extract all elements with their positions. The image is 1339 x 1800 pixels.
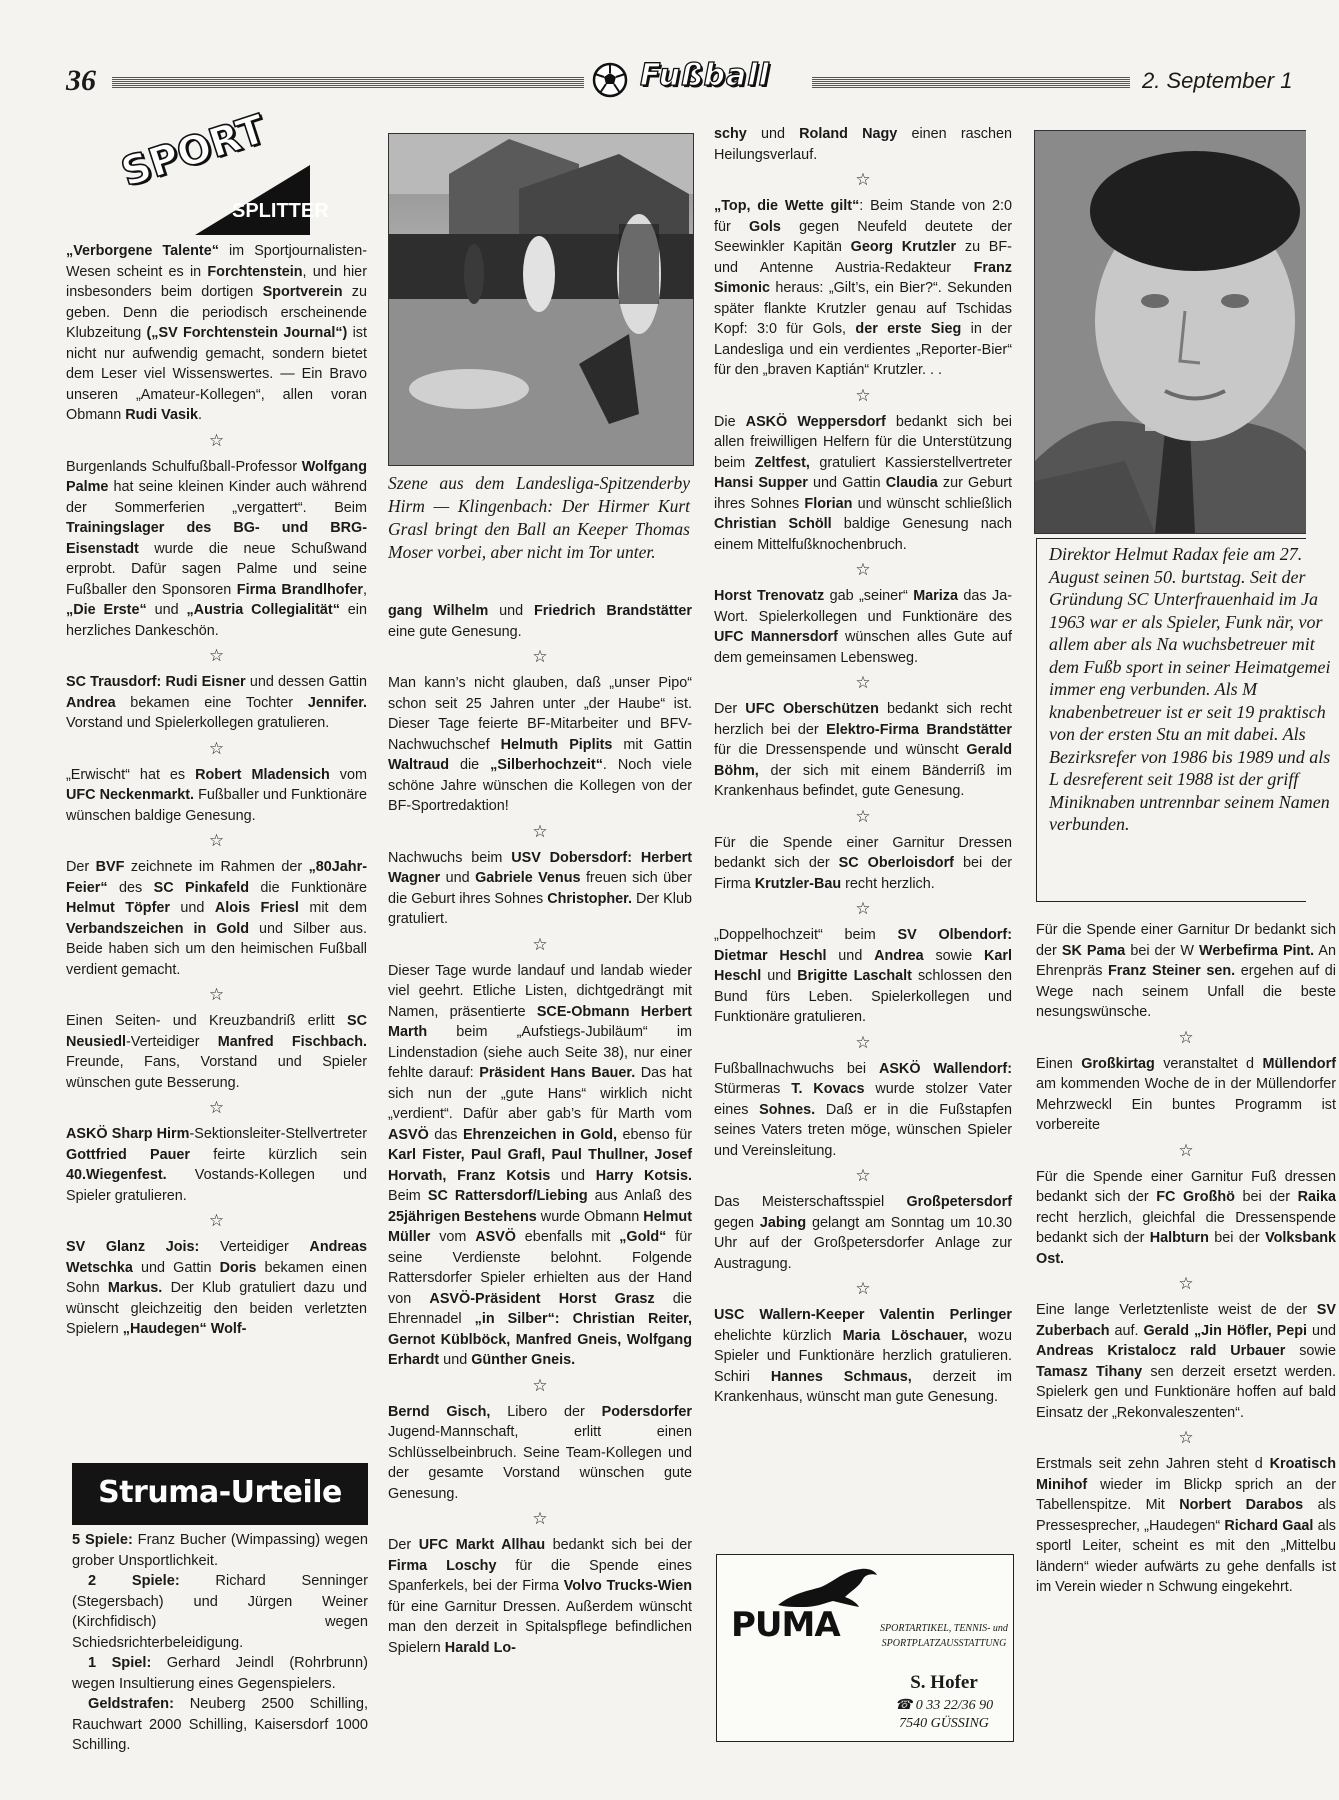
star-divider: ☆ (855, 170, 871, 189)
note-palme: Burgenlands Schulfußball-Professor Wolfgang Palme hat seine kleinen Kinder auch während der Sommerferien „vergattert“. Beim Trainingslager des BG- und BRG-Eisenstadt wurde die neue Schußwand erprobt. Dafür sagen Palme und seine Fußballer den Sponsoren Firma Brandlhofer, „Die Erste“ und „Austria Collegialität“ ein herzliches Dankeschön. (66, 458, 368, 639)
star-divider: ☆ (208, 738, 225, 758)
column-2 (388, 601, 692, 1662)
star-divider: ☆ (532, 934, 548, 954)
puma-brand: PUMA (731, 1605, 840, 1645)
star-divider: ☆ (1178, 1428, 1194, 1447)
puma-advertisement (716, 1554, 1014, 1742)
struma-entry: Geldstrafen: Neuberg 2500 Schilling, Rauchwart 2000 Schilling, Kaisersdorf 1000 Schilling. (72, 1696, 368, 1753)
struma-entry: 5 Spiele: Franz Bucher (Wimpassing) wegen grober Unsportlichkeit. (72, 1532, 368, 1569)
column-3 (714, 124, 1012, 1412)
star-divider: ☆ (1178, 1027, 1194, 1047)
ad-name: S. Hofer (910, 1672, 978, 1693)
note-gisch: Bernd Gisch, Libero der Podersdorfer Jugend-Mannschaft, erlitt einen Schlüsselbeinbruch. Seine Team-Kollegen und der gesamte Vorstand wünschen gute Genesung. (388, 1403, 693, 1502)
note-nagy: schy und Roland Nagy einen raschen Heilungsverlauf. (714, 126, 1013, 163)
star-divider: ☆ (208, 646, 225, 665)
star-divider: ☆ (532, 1375, 548, 1395)
star-divider: ☆ (208, 430, 225, 450)
note-grosshoeflein: Für die Spende einer Garnitur Fuß dressen bedankt sich der FC Großhö bei der Raika recht herzlich, gleichfal die Dressenspende bedankt sich der Halbturn bei der Volksbank Ost. (1036, 1168, 1336, 1267)
ad-tagline: SPORTARTIKEL, TENNIS- und SPORTPLATZAUSSTATTUNG (880, 1623, 1008, 1649)
star-divider: ☆ (1178, 1274, 1194, 1293)
logo-splitter: SPLITTER (232, 200, 329, 222)
photo-caption: Szene aus dem Landesliga-Spitzenderby Hirm — Klingenbach: Der Hirmer Kurt Grasl bringt den Ball an Keeper Thomas Moser vorbei, aber nicht im Tor unter. (388, 473, 690, 562)
note-piplits: Man kann’s nicht glauben, daß „unser Pipo“ schon seit 25 Jahren unter „der Haube“ ist. Dieser Tage feierte BF-Mitarbeiter und BFV-Nachwuchschef Helmuth Piplits mit Gattin Waltraud die „Silberhochzeit“. Noch viele schöne Jahre wünschen die Kollegen von der BF-Sportredaktion! (388, 675, 693, 814)
note-pama: Für die Spende einer Garnitur Dr bedankt sich der SK Pama bei der W Werbefirma Pint. An Ehrenpräs Franz Steiner sen. ergehen auf di Wege nach seinem Unfall die beste nesungswünsche. (1036, 922, 1336, 1020)
note-mladensich: „Erwischt“ hat es Robert Mladensich vom UFC Neckenmarkt. Fußballer und Funktionäre wünschen baldige Genesung. (66, 766, 367, 824)
note-zuberbach: Eine lange Verletztenliste weist de der SV Zuberbach auf. Gerald „Jin Höfler, Pepi und Andreas Kristalocz rald Urbauer sowie Tamasz Tihany sen derzeit ersetzt werden. Spielerk gen und Funktionäre hoffen auf bald Einsatz der „Rekonvaleszenten“. (1036, 1302, 1336, 1421)
puma-cat-icon (773, 1563, 883, 1611)
star-divider: ☆ (855, 1032, 871, 1052)
star-divider: ☆ (532, 1509, 548, 1528)
issue-date: 2. September 1 (1142, 68, 1293, 93)
header-rule-right (812, 77, 1130, 89)
portrait-caption-box (1036, 538, 1331, 902)
star-divider: ☆ (532, 821, 548, 841)
note-muellendorf: Einen Großkirtag veranstaltet d Müllendorf am kommenden Woche de in der Müllendorfer Mehrzweckl Ein buntes Programm ist vorbereite (1036, 1055, 1336, 1133)
section-title: Fußball (640, 58, 770, 93)
note-wallern: USC Wallern-Keeper Valentin Perlinger ehelichte kürzlich Maria Löschauer, wozu Spieler und Funktionäre herzlich gratulieren. Schiri Hannes Schmaus, derzeit im Krankenhaus, wünscht man gute Genesung. (714, 1307, 1013, 1405)
star-divider: ☆ (855, 673, 871, 692)
note-weppersdorf: Die ASKÖ Weppersdorf bedankt sich bei allen freiwilligen Helfern für die Unterstützung beim Zeltfest, gratuliert Kassierstellvertreter Hansi Supper und Gattin Claudia zur Geburt ihres Sohnes Florian und wünscht schließlich Christian Schöll baldige Genesung nach einem Mittelfußknochenbruch. (714, 413, 1013, 553)
struma-box (72, 1530, 368, 1756)
struma-entry: 2 Spiele: Richard Senninger (Stegersbach) und Jürgen Weiner (Kirchfidisch) wegen Schiedsrichterbeleidigung. (72, 1573, 368, 1651)
star-divider: ☆ (855, 385, 871, 405)
football-icon (592, 62, 628, 98)
ad-city: 7540 GÜSSING (899, 1716, 989, 1731)
column-4 (1036, 920, 1336, 1602)
star-divider: ☆ (855, 1279, 871, 1298)
note-brandstaetter: gang Wilhelm und Friedrich Brandstätter eine gute Genesung. (388, 603, 692, 640)
star-divider: ☆ (855, 806, 871, 826)
note-allhau: Der UFC Markt Allhau bedankt sich bei der Firma Loschy für die Spende eines Spanferkels, bei der Firma Volvo Trucks-Wien für eine Garnitur Dressen. Außerdem wünscht man den derzeit in Spitalspflege befindlichen Spielern Harald Lo- (388, 1537, 692, 1656)
star-divider: ☆ (855, 899, 871, 918)
football-match-photo (388, 133, 694, 466)
star-divider: ☆ (532, 647, 548, 666)
star-divider: ☆ (855, 560, 871, 579)
column-4-clip (1036, 920, 1336, 1760)
note-neusiedl: Einen Seiten- und Kreuzbandriß erlitt SC Neusiedl-Verteidiger Manfred Fischbach. Freunde, Fans, Vorstand und Spieler wünschen gute Besserung. (66, 1013, 367, 1091)
star-divider: ☆ (208, 1098, 225, 1117)
struma-title: Struma-Urteile (72, 1463, 368, 1525)
note-hirm: ASKÖ Sharp Hirm-Sektionsleiter-Stellvertreter Gottfried Pauer feirte kürzlich sein 40.Wiegenfest. Vostands-Kollegen und Spieler gratulieren. (66, 1126, 368, 1204)
note-dobersdorf: Nachwuchs beim USV Dobersdorf: Herbert Wagner und Gabriele Venus freuen sich über die Geburt ihres Sohnes Christopher. Der Klub gratuliert. (388, 849, 692, 927)
note-wette: „Top, die Wette gilt“: Beim Stande von 2:0 für Gols gegen Neufeld deutete der Seewinkler Kapitän Georg Krutzler zu BF- und Antenne Austria-Redakteur Franz Simonic heraus: „Gilt’s, ein Bier?“. Sekunden später flankte Krutzler genau auf Tschidas Kopf: 3:0 für Gols, der erste Sieg in der Landesliga und ein verdientes „Reporter-Bier“ für den „braven Kaptián“ Krutzler. . . (714, 198, 1012, 378)
sport-splitter-logo (115, 106, 329, 240)
note-wallendorf: Fußballnachwuchs bei ASKÖ Wallendorf: Stürmeras T. Kovacs wurde stolzer Vater eines Sohnes. Daß er in die Fußstapfen seines Vaters treten möge, wünschen Spieler und Vereinsleitung. (714, 1060, 1013, 1159)
portrait-caption: Direktor Helmut Radax feie am 27. August seinen 50. burtstag. Seit der Gründung SC Unterfrauenhaid im Ja 1963 war er als Spieler, Funk när, vor allem aber als Na wuchsbetreuer mit dem Fußb sport in seiner Heimatgemei immer eng verbunden. Als M knabenbetreuer ist er seit 19 praktisch von der ersten Stu an mit dabei. Als Bezirksrefer von 1986 bis 1989 und als L desreferent seit 1988 ist der griff Miniknaben untrennbar seinem Namen verbunden. (1049, 544, 1331, 834)
note-oberloisdorf: Für die Spende einer Garnitur Dressen bedankt sich der SC Oberloisdorf bei der Firma Krutzler-Bau recht herzlich. (714, 834, 1012, 892)
note-grosspetersdorf: Das Meisterschaftsspiel Großpetersdorf gegen Jabing gelangt am Sonntag um 10.30 Uhr auf der Großpetersdorfer Anlage zur Austragung. (714, 1194, 1012, 1272)
star-divider: ☆ (208, 985, 225, 1004)
star-divider: ☆ (208, 831, 225, 850)
struma-entry: 1 Spiel: Gerhard Jeindl (Rohrbrunn) wegen Insultierung eines Gegenspielers. (72, 1655, 369, 1692)
star-divider: ☆ (855, 1166, 871, 1185)
ad-phone: ☎ 0 33 22/36 90 (894, 1698, 994, 1713)
note-jois: SV Glanz Jois: Verteidiger Andreas Wetschka und Gattin Doris bekamen einen Sohn Markus. Der Klub gratuliert dazu und wünscht gleichzeitig den beiden verletzten Spielern „Haudegen“ Wolf- (66, 1239, 368, 1337)
note-ehrungen: Dieser Tage wurde landauf und landab wieder viel geehrt. Etliche Listen, dichtgedrängt mit Namen, präsentierte SCE-Obmann Herbert Marth beim „Aufstiegs-Jubiläum“ im Lindenstadion (siehe auch Seite 38), nur einer fehlte darauf: Präsident Hans Bauer. Das hat sich nun der „gute Hans“ wirklich nicht „verdient“. Dafür aber gab’s für Marth vom ASVÖ das Ehrenzeichen in Gold, ebenso für Karl Fister, Paul Grafl, Paul Thullner, Josef Horvath, Franz Kotsis und Harry Kotsis. Beim SC Rattersdorf/Liebing aus Anlaß des 25jährigen Bestehens wurde Obmann Helmut Müller vom ASVÖ ebenfalls mit „Gold“ für seine Verdienste belohnt. Folgende Rattersdorfer Spieler erhielten aus der Hand von ASVÖ-Präsident Horst Grasz die Ehrennadel „in Silber“: Christian Reiter, Gernot Küblböck, Manfred Gneis, Wolfgang Erhardt und Günther Gneis. (388, 962, 692, 1368)
star-divider: ☆ (1178, 1140, 1194, 1160)
portrait-photo (1034, 130, 1306, 534)
header-rule-left (112, 77, 584, 89)
note-oberschuetzen: Der UFC Oberschützen bedankt sich recht herzlich bei der Elektro-Firma Brandstätter für die Dressenspende und wünscht Gerald Böhm, der sich mit einem Bänderriß im Krankenhaus befindet, gute Genesung. (714, 701, 1013, 799)
note-bvf: Der BVF zeichnete im Rahmen der „80Jahr-Feier“ des SC Pinkafeld die Funktionäre Helmut Töpfer und Alois Friesl mit dem Verbandszeichen in Gold und Silber aus. Beide haben sich um den heimischen Fußball verdient gemacht. (66, 859, 367, 978)
logo-sport: SPORT (115, 106, 272, 196)
note-trausdorf: SC Trausdorf: Rudi Eisner und dessen Gattin Andrea bekamen eine Tochter Jennifer. Vorstand und Spielerkollegen gratulieren. (66, 674, 367, 731)
star-divider: ☆ (208, 1211, 225, 1230)
note-minihof: Erstmals seit zehn Jahren steht d Kroatisch Minihof wieder im Blickp sprich an der Tabellenspitze. Mit Norbert Darabos als Pressesprecher, „Haudegen“ Richard Gaal als sportl Leiter, scheint es mit den „Mittelbu ländern“ wieder aufwärts zu gehe denfalls ist im Verein wieder n Schwung eingekehrt. (1036, 1456, 1336, 1595)
note-trenovatz: Horst Trenovatz gab „seiner“ Mariza das Ja-Wort. Spielerkollegen und Funktionäre des UFC Mannersdorf wünschen alles Gute auf dem gemeinsamen Lebensweg. (714, 588, 1013, 666)
note-olbendorf: „Doppelhochzeit“ beim SV Olbendorf: Dietmar Heschl und Andrea sowie Karl Heschl und Brigitte Laschalt schlossen den Bund fürs Leben. Spielerkollegen und Funktionäre gratulieren. (714, 927, 1013, 1025)
note-forchtenstein: „Verborgene Talente“ im Sportjournalisten-Wesen scheint es in Forchtenstein, und hier insbesonders beim dortigen Sportverein zu geben. Denn die periodisch erscheinende Klubzeitung („SV Forchtenstein Journal“) ist nicht nur aufwendig gemacht, sondern bietet dem Leser viel Wissenswertes. — Ein Bravo unseren „Amateur-Kollegen“, allen voran Obmann Rudi Vasik. (66, 243, 367, 423)
column-1 (66, 241, 367, 1344)
page-number: 36 (66, 64, 96, 97)
